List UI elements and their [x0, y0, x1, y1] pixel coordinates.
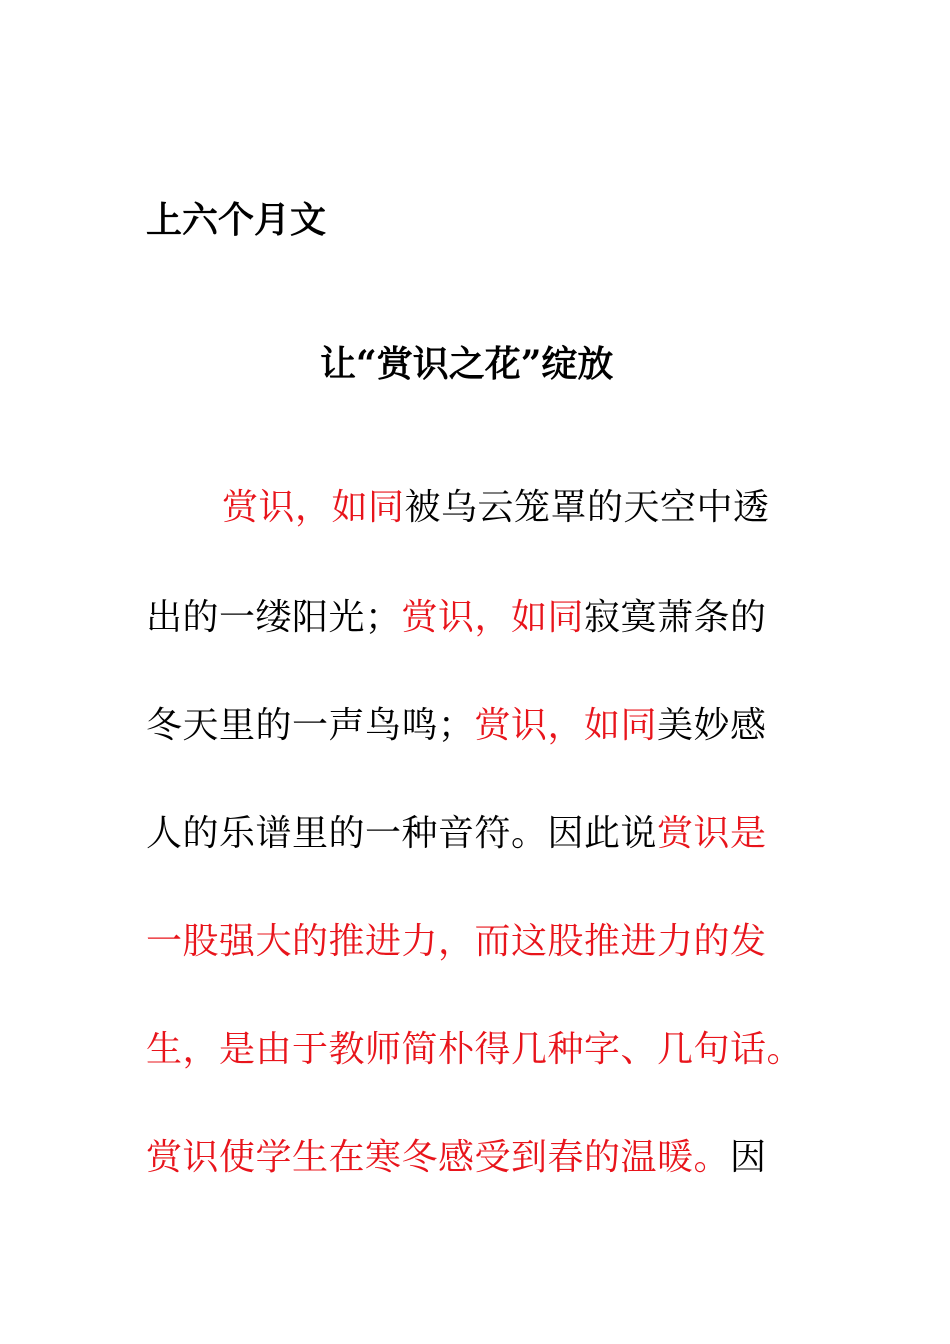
- body-text: 出的一缕阳光；: [146, 597, 402, 638]
- highlighted-text: 生，是由于教师简朴得几种字、几句话。: [146, 1029, 804, 1070]
- body-text: 美妙感: [657, 705, 767, 746]
- highlighted-text: 赏识是: [657, 813, 767, 854]
- body-text: 冬天里的一声鸟鸣；: [146, 705, 475, 746]
- paragraph-line-5: [146, 918, 767, 966]
- body-text: 寂寞萧条的: [584, 597, 767, 638]
- article-title: 让“赏识之花”绽放: [320, 343, 614, 385]
- paragraph-line-4: [146, 810, 767, 858]
- highlighted-text: 一股强大的推进力，而这股推进力的发: [146, 921, 767, 962]
- body-text: 被乌云笼罩的天空中透: [404, 487, 770, 528]
- highlighted-text: 赏识，如同: [474, 705, 658, 746]
- body-text: 因: [730, 1137, 767, 1178]
- highlighted-text: 赏识使学生在寒冬感受到春的温暖。: [146, 1137, 731, 1178]
- document-heading: 上六个月文: [146, 199, 327, 241]
- paragraph-line-7: [146, 1134, 767, 1182]
- paragraph-line-2: [146, 594, 767, 642]
- body-text: 人的乐谱里的一种音符。因此说: [146, 813, 658, 854]
- highlighted-text: 赏识，如同: [222, 487, 405, 528]
- highlighted-text: 赏识，如同: [401, 597, 585, 638]
- paragraph-line-3: [146, 702, 767, 750]
- paragraph-line-6: [146, 1026, 803, 1074]
- paragraph-line-1: [222, 484, 770, 532]
